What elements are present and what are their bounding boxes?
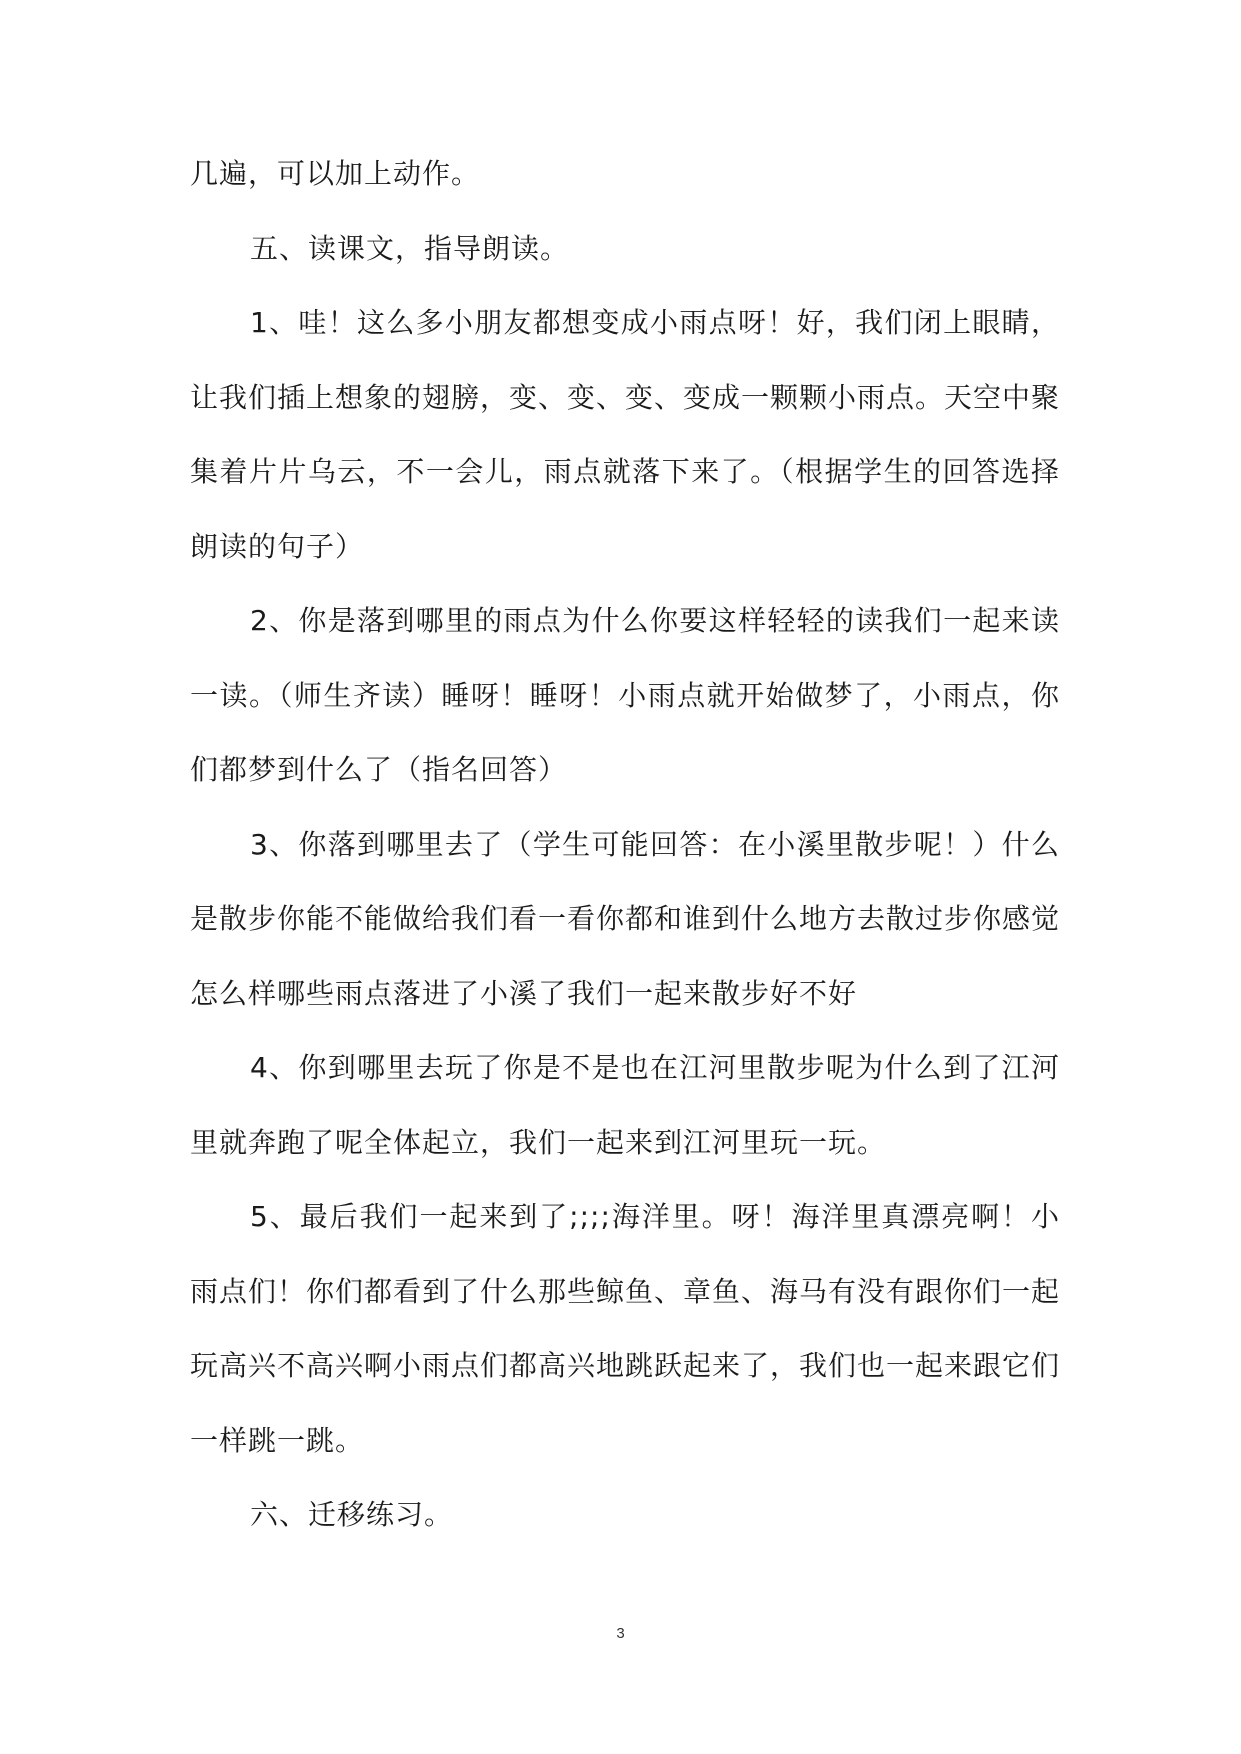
page-number: 3 — [616, 1625, 625, 1642]
section-heading-five: 五、读课文，指导朗读。 — [250, 231, 570, 265]
paragraph-step-2: 2、你是落到哪里的雨点为什么你要这样轻轻的读我们一起来读一读。（师生齐读）睡呀！睡呀！小雨点就开始做梦了，小雨点，你们都梦到什么了（指名回答） — [190, 604, 1060, 786]
paragraph-step-1: 1、哇！这么多小朋友都想变成小雨点呀！好，我们闭上眼睛，让我们插上想象的翅膀，变、变、变、变成一颗颗小雨点。天空中聚集着片片乌云，不一会儿，雨点就落下来了。（根据学生的回答选择朗读的句子） — [190, 306, 1061, 563]
paragraph-continuation: 几遍，可以加上动作。 — [190, 157, 481, 190]
paragraph-step-4: 4、你到哪里去玩了你是不是也在江河里散步呢为什么到了江河里就奔跑了呢全体起立，我们一起来到江河里玩一玩。 — [190, 1051, 1060, 1159]
paragraph-step-3: 3、你落到哪里去了（学生可能回答：在小溪里散步呢！）什么是散步你能不能做给我们看一看你都和谁到什么地方去散过步你感觉怎么样哪些雨点落进了小溪了我们一起来散步好不好 — [190, 827, 1061, 1010]
section-heading-six: 六、迁移练习。 — [250, 1498, 454, 1531]
body-text — [190, 137, 1060, 1553]
paragraph-step-5: 5、最后我们一起来到了;;;;海洋里。呀！海洋里真漂亮啊！小雨点们！你们都看到了什么那些鲸鱼、章鱼、海马有没有跟你们一起玩高兴不高兴啊小雨点们都高兴地跳跃起来了，我们也一起来跟它们一样跳一跳。 — [190, 1200, 1061, 1457]
